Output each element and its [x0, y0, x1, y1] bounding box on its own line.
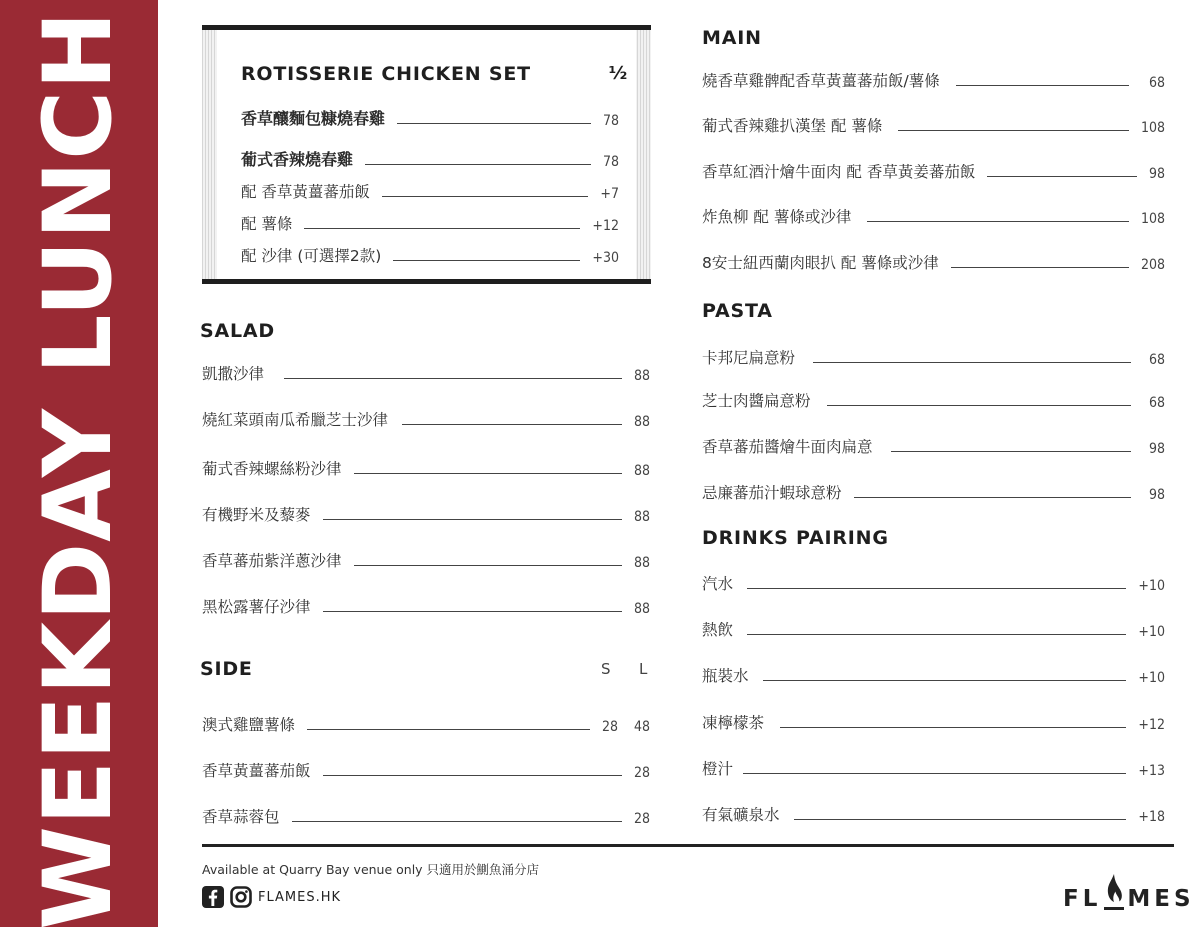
main-item — [702, 67, 1165, 91]
salad-heading: SALAD — [200, 320, 275, 342]
item-price: 108 — [1140, 120, 1165, 136]
leader-line — [956, 85, 1129, 86]
item-price: 88 — [633, 368, 650, 384]
chicken-set-item — [241, 178, 619, 202]
side-item — [202, 711, 650, 735]
leader-line — [987, 176, 1137, 177]
leader-line — [323, 519, 622, 520]
item-price-large: 28 — [633, 765, 650, 781]
item-name: 燒紅菜頭南瓜希臘芝士沙律 — [202, 411, 389, 429]
main-item — [702, 112, 1165, 136]
chicken-set-portion: ½ — [608, 63, 628, 84]
item-price: 88 — [633, 414, 650, 430]
item-name: 葡式香辣燒春雞 — [241, 150, 354, 169]
salad-item — [202, 547, 650, 571]
item-price: +12 — [1138, 717, 1165, 733]
brand-text-right: MES — [1127, 886, 1195, 912]
side-item — [202, 803, 650, 827]
item-price: +18 — [1138, 809, 1165, 825]
leader-line — [292, 821, 622, 822]
chicken-set-title: ROTISSERIE CHICKEN SET — [241, 63, 531, 85]
pasta-item — [702, 433, 1165, 457]
leader-line — [307, 729, 590, 730]
salad-item — [202, 593, 650, 617]
item-price: +10 — [1138, 578, 1165, 594]
item-price: +10 — [1138, 624, 1165, 640]
item-price: +30 — [592, 250, 619, 266]
salad-item — [202, 406, 650, 430]
leader-line — [780, 727, 1126, 728]
leader-line — [402, 424, 622, 425]
item-price: 98 — [1148, 487, 1165, 503]
footer-divider — [202, 844, 1174, 847]
salad-item — [202, 501, 650, 525]
chicken-set-item — [241, 242, 619, 266]
item-name: 有機野米及藜麥 — [202, 506, 311, 524]
item-price: 88 — [633, 463, 650, 479]
item-name: 芝士肉醬扁意粉 — [702, 392, 811, 410]
leader-line — [898, 130, 1129, 131]
pasta-item — [702, 344, 1165, 368]
item-price: 68 — [1148, 395, 1165, 411]
salad-item — [202, 360, 650, 384]
drinks-item — [702, 755, 1165, 779]
item-name: 香草紅酒汁燴牛面肉 配 香草黃姜蕃茄飯 — [702, 163, 976, 181]
leader-line — [397, 123, 591, 124]
item-name: 配 薯條 — [241, 215, 293, 233]
item-name: 香草蒜蓉包 — [202, 808, 280, 826]
leader-line — [743, 773, 1126, 774]
drinks-item — [702, 709, 1165, 733]
social-links — [202, 885, 341, 909]
drinks-heading: DRINKS PAIRING — [702, 527, 889, 549]
leader-line — [827, 405, 1131, 406]
chicken-set-item — [241, 105, 619, 129]
leader-line — [284, 378, 622, 379]
leader-line — [763, 680, 1127, 681]
item-name: 香草蕃茄醬燴牛面肉扁意 — [702, 438, 873, 456]
drinks-item — [702, 801, 1165, 825]
item-name: 凱撒沙律 — [202, 365, 265, 383]
chicken-set-item — [241, 146, 619, 170]
leader-line — [747, 588, 1126, 589]
leader-line — [794, 819, 1127, 820]
leader-line — [323, 611, 622, 612]
item-name: 炸魚柳 配 薯條或沙律 — [702, 208, 852, 226]
brand-logo — [1063, 884, 1195, 912]
venue-note: Available at Quarry Bay venue only 只適用於鰂魚涌分店 — [202, 862, 540, 877]
pasta-item — [702, 387, 1165, 411]
leader-line — [354, 565, 622, 566]
item-price-large: 28 — [633, 811, 650, 827]
item-price: 98 — [1148, 441, 1165, 457]
main-item — [702, 203, 1165, 227]
leader-line — [867, 221, 1129, 222]
leader-line — [365, 164, 591, 165]
facebook-icon[interactable] — [202, 886, 224, 908]
item-price: 88 — [633, 601, 650, 617]
side-banner — [0, 0, 158, 930]
leader-line — [891, 451, 1131, 452]
item-name: 汽水 — [702, 575, 734, 593]
pasta-heading: PASTA — [702, 300, 773, 322]
item-name: 卡邦尼扁意粉 — [702, 349, 796, 367]
size-large-label: L — [639, 660, 648, 678]
item-name: 黑松露薯仔沙律 — [202, 598, 311, 616]
salad-item — [202, 455, 650, 479]
item-name: 葡式香辣螺絲粉沙律 — [202, 460, 342, 478]
item-name: 香草釀麵包糠燒春雞 — [241, 109, 386, 128]
leader-line — [323, 775, 622, 776]
item-price: +7 — [600, 186, 619, 202]
item-name: 熱飲 — [702, 621, 734, 639]
item-name: 配 沙律 (可選擇2款) — [241, 247, 382, 265]
banner-title: WEEKDAY LUNCH — [24, 10, 133, 930]
side-item — [202, 757, 650, 781]
drinks-item — [702, 662, 1165, 686]
leader-line — [354, 473, 622, 474]
item-price: 108 — [1140, 211, 1165, 227]
item-name: 香草蕃茄紫洋蔥沙律 — [202, 552, 342, 570]
item-name: 瓶裝水 — [702, 667, 749, 685]
item-price: 208 — [1140, 257, 1165, 273]
side-heading: SIDE — [200, 658, 253, 680]
main-item — [702, 249, 1165, 273]
leader-line — [382, 196, 588, 197]
item-name: 8安士紐西蘭肉眼扒 配 薯條或沙律 — [702, 254, 939, 272]
chicken-set-box — [202, 25, 651, 284]
leader-line — [813, 362, 1131, 363]
brand-text-left: FL — [1063, 886, 1102, 912]
main-item — [702, 158, 1165, 182]
item-price: +10 — [1138, 670, 1165, 686]
item-price: +13 — [1138, 763, 1165, 779]
chicken-set-panel — [217, 30, 636, 279]
main-heading: MAIN — [702, 27, 762, 49]
item-price: 68 — [1148, 75, 1165, 91]
flame-icon — [1103, 872, 1125, 912]
leader-line — [951, 267, 1129, 268]
leader-line — [854, 497, 1131, 498]
item-name: 配 香草黃薑蕃茄飯 — [241, 183, 370, 201]
instagram-icon[interactable] — [230, 886, 252, 908]
item-price: 78 — [602, 154, 619, 170]
item-price: 98 — [1148, 166, 1165, 182]
leader-line — [393, 260, 580, 261]
size-small-label: S — [601, 660, 611, 678]
item-price-small: 28 — [601, 719, 618, 735]
item-name: 燒香草雞髀配香草黃薑蕃茄飯/薯條 — [702, 72, 940, 90]
item-name: 澳式雞鹽薯條 — [202, 716, 296, 734]
item-price: 78 — [602, 113, 619, 129]
item-name: 有氣礦泉水 — [702, 806, 780, 824]
chicken-set-item — [241, 210, 619, 234]
item-name: 橙汁 — [702, 760, 734, 778]
item-price: +12 — [592, 218, 619, 234]
leader-line — [304, 228, 580, 229]
item-price: 88 — [633, 555, 650, 571]
item-name: 忌廉蕃茄汁蝦球意粉 — [702, 484, 842, 502]
item-name: 香草黃薑蕃茄飯 — [202, 762, 311, 780]
item-price: 68 — [1148, 352, 1165, 368]
social-handle[interactable]: FLAMES.HK — [258, 889, 342, 905]
pasta-item — [702, 479, 1165, 503]
item-price: 88 — [633, 509, 650, 525]
drinks-item — [702, 616, 1165, 640]
leader-line — [747, 634, 1126, 635]
drinks-item — [702, 570, 1165, 594]
item-price-large: 48 — [633, 719, 650, 735]
item-name: 葡式香辣雞扒漢堡 配 薯條 — [702, 117, 883, 135]
item-name: 凍檸檬茶 — [702, 714, 765, 732]
